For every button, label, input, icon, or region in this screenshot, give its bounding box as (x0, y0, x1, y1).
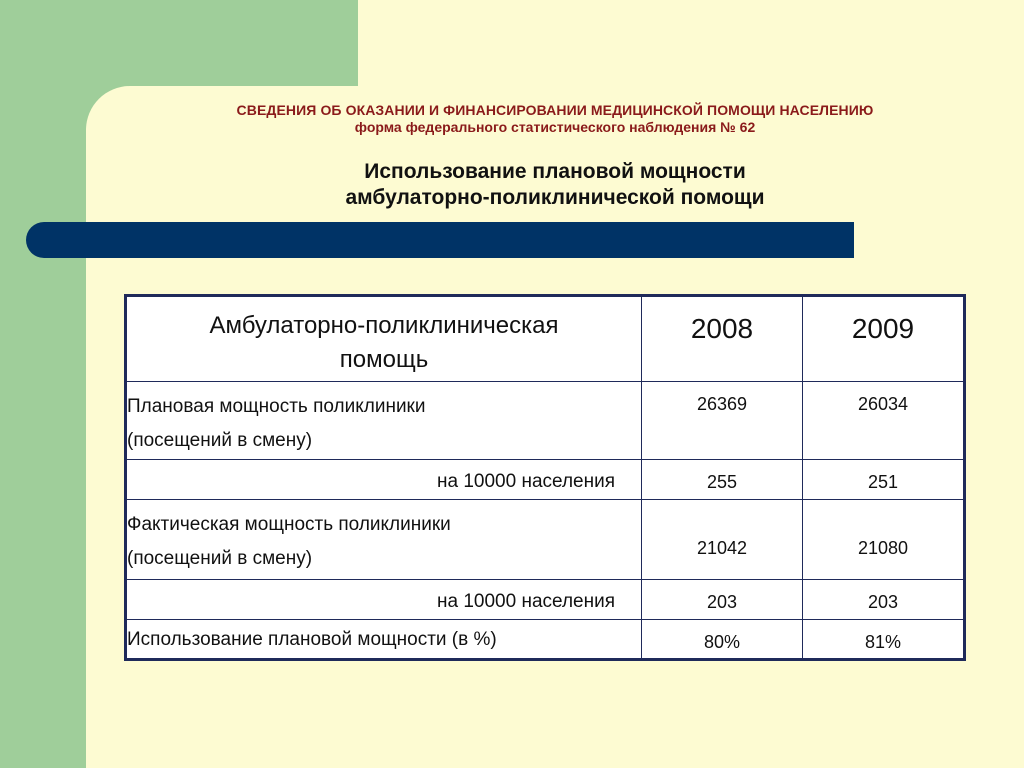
capacity-table (124, 294, 966, 661)
value-2008 (642, 620, 803, 660)
header-year-2009 (803, 296, 965, 382)
row-label (126, 500, 642, 580)
value-2008-text: 26369 (696, 394, 748, 414)
value-2009-text: 21080 (857, 538, 909, 558)
page-title (86, 159, 1024, 211)
row-label (126, 620, 642, 660)
value-2009-text: 81% (864, 632, 902, 652)
table-row (126, 500, 965, 580)
header-label-line2: помощь (339, 346, 429, 373)
value-2008 (642, 580, 803, 620)
page-title-line2: амбулаторно-поликлинической помощи (345, 186, 765, 209)
row-label-line1: на 10000 населения (437, 591, 615, 612)
row-label-line1: Плановая мощность поликлиники (127, 396, 426, 417)
row-label (126, 382, 642, 460)
value-2008 (642, 500, 803, 580)
report-heading (86, 102, 1024, 136)
value-2009 (803, 580, 965, 620)
header-year-2008 (642, 296, 803, 382)
value-2008 (642, 460, 803, 500)
year-2009-label: 2009 (851, 313, 915, 344)
value-2009-text: 251 (867, 472, 899, 492)
row-label-line2: (посещений в смену) (127, 548, 313, 569)
report-form-subtitle: форма федерального статистического наблюдения № 62 (354, 119, 756, 135)
header-label-line1: Амбулаторно-поликлиническая (209, 312, 559, 339)
decorative-bar (26, 222, 854, 258)
report-title: СВЕДЕНИЯ ОБ ОКАЗАНИИ И ФИНАНСИРОВАНИИ МЕДИЦИНСКОЙ ПОМОЩИ НАСЕЛЕНИЮ (236, 102, 874, 118)
table-header-row (126, 296, 965, 382)
value-2009 (803, 620, 965, 660)
table-row (126, 382, 965, 460)
value-2009 (803, 382, 965, 460)
row-label-line2: (посещений в смену) (127, 430, 313, 451)
header-label-cell (126, 296, 642, 382)
page-title-line1: Использование плановой мощности (364, 160, 746, 183)
table-row (126, 620, 965, 660)
value-2009 (803, 500, 965, 580)
value-2008-text: 255 (706, 472, 738, 492)
table-row (126, 580, 965, 620)
row-label (126, 580, 642, 620)
value-2008-text: 203 (706, 592, 738, 612)
value-2008 (642, 382, 803, 460)
year-2008-label: 2008 (690, 313, 754, 344)
value-2009-text: 26034 (857, 394, 909, 414)
value-2009 (803, 460, 965, 500)
value-2008-text: 80% (703, 632, 741, 652)
row-label-line1: Использование плановой мощности (в %) (127, 629, 497, 650)
table-row (126, 460, 965, 500)
row-label (126, 460, 642, 500)
row-label-line1: на 10000 населения (437, 471, 615, 492)
row-label-line1: Фактическая мощность поликлиники (127, 514, 451, 535)
value-2009-text: 203 (867, 592, 899, 612)
value-2008-text: 21042 (696, 538, 748, 558)
